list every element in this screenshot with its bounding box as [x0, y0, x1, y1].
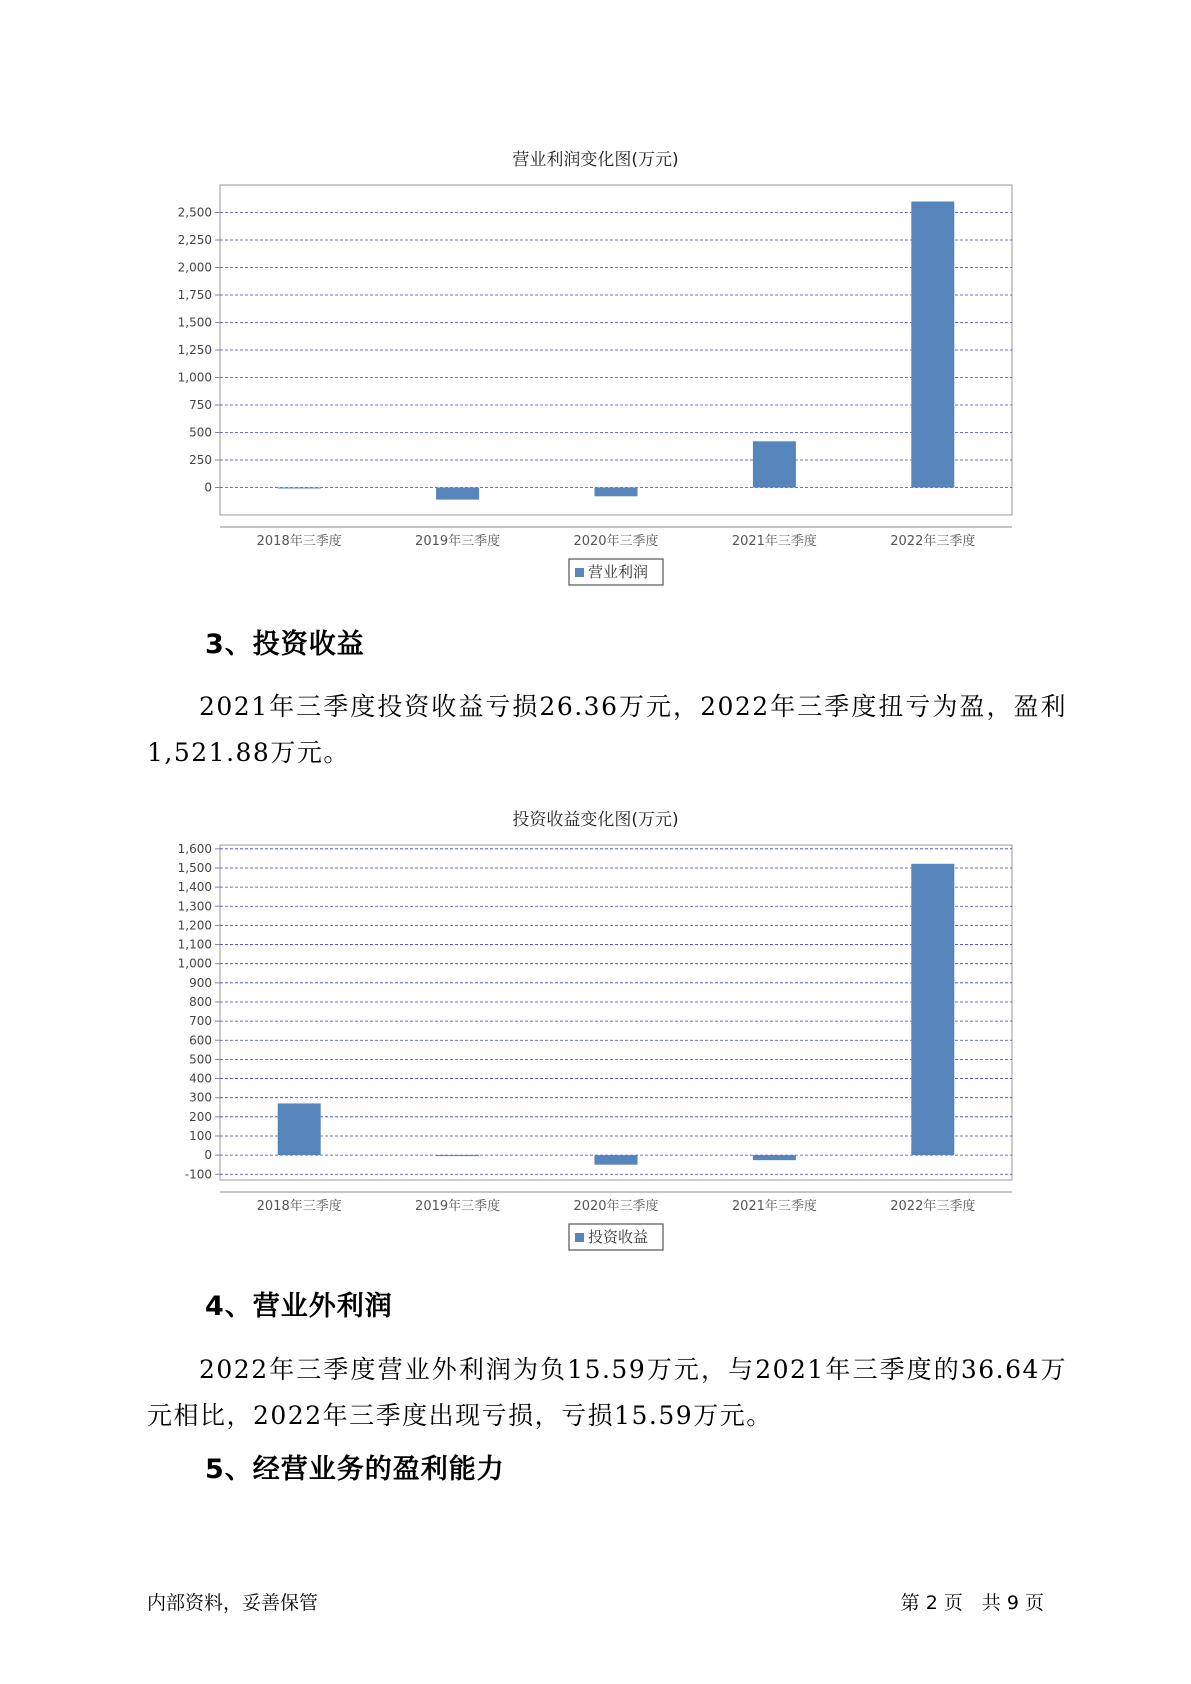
- chart1-bar: [911, 202, 954, 488]
- chart1-title: 营业利润变化图(万元): [512, 150, 679, 170]
- chart2-y-tick-label: 1,000: [177, 956, 212, 971]
- chart1-x-tick-label: 2020年三季度: [573, 534, 659, 549]
- chart2-bar: [436, 1155, 479, 1156]
- chart1-y-tick-label: 2,000: [177, 260, 212, 275]
- investment-income-chart: [0, 830, 1191, 1260]
- chart1-x-tick-label: 2018年三季度: [256, 534, 342, 549]
- chart2-bar: [278, 1103, 321, 1155]
- chart2-y-tick-label: 700: [189, 1014, 212, 1029]
- chart2-x-tick-label: 2018年三季度: [256, 1199, 342, 1214]
- chart1-y-tick-label: 750: [189, 398, 212, 412]
- chart2-y-tick-label: 500: [189, 1052, 212, 1067]
- operating-profit-chart: [0, 170, 1191, 610]
- chart2-y-tick-label: 900: [189, 975, 212, 990]
- chart1-bar: [278, 488, 321, 489]
- chart1-y-tick-label: 1,000: [177, 370, 212, 385]
- chart1-y-tick-label: 1,500: [177, 315, 212, 330]
- footer-page-number: 第 2 页 共 9 页: [900, 1592, 1044, 1614]
- chart2-x-tick-label: 2021年三季度: [731, 1199, 817, 1214]
- chart1-x-tick-label: 2021年三季度: [731, 534, 817, 549]
- chart1-x-tick-label: 2019年三季度: [415, 534, 501, 549]
- chart2-y-tick-label: 300: [189, 1090, 212, 1105]
- chart2-y-tick-label: 200: [189, 1109, 212, 1124]
- chart2-bar: [753, 1155, 796, 1160]
- chart1-y-tick-label: 250: [189, 453, 212, 467]
- chart2-y-tick-label: -100: [184, 1167, 212, 1182]
- chart1-y-tick-label: 1,750: [177, 288, 212, 302]
- chart2-x-tick-label: 2019年三季度: [415, 1199, 501, 1214]
- chart2-plot-area: [220, 845, 1012, 1180]
- chart2-title: 投资收益变化图(万元): [512, 810, 679, 830]
- footer-confidential-note: 内部资料，妥善保管: [147, 1592, 319, 1614]
- chart1-x-tick-label: 2022年三季度: [890, 534, 976, 549]
- chart2-bar: [595, 1155, 638, 1165]
- chart1-y-tick-label: 500: [189, 425, 212, 440]
- chart2-y-tick-label: 1,300: [177, 899, 212, 914]
- chart2-x-tick-label: 2020年三季度: [573, 1199, 659, 1214]
- chart2-y-tick-label: 100: [189, 1128, 212, 1143]
- chart1-y-tick-label: 2,500: [177, 205, 212, 220]
- chart1-legend-swatch: [575, 568, 584, 577]
- chart1-bar: [753, 441, 796, 487]
- chart2-y-tick-label: 800: [189, 994, 212, 1009]
- paragraph-non-operating-profit: 2022年三季度营业外利润为负15.59万元，与2021年三季度的36.64万元相比，2022年三季度出现亏损，亏损15.59万元。: [147, 1355, 1067, 1430]
- chart2-y-tick-label: 1,400: [177, 880, 212, 895]
- chart2-x-tick-label: 2022年三季度: [890, 1199, 976, 1214]
- chart1-legend-label: 营业利润: [588, 563, 649, 581]
- chart2-y-tick-label: 1,600: [177, 841, 212, 856]
- chart2-bar: [911, 864, 954, 1155]
- chart1-y-tick-label: 0: [204, 480, 212, 495]
- chart1-bar: [436, 488, 479, 500]
- section-heading-investment-income: 3、投资收益: [205, 629, 365, 660]
- section-heading-non-operating-profit: 4、营业外利润: [205, 1291, 393, 1322]
- chart1-y-tick-label: 2,250: [177, 233, 212, 247]
- chart2-y-tick-label: 0: [204, 1148, 212, 1163]
- paragraph-investment-income: 2021年三季度投资收益亏损26.36万元，2022年三季度扭亏为盈，盈利1,521.88万元。: [147, 692, 1067, 767]
- chart2-y-tick-label: 1,100: [177, 937, 212, 952]
- chart2-y-tick-label: 400: [189, 1071, 212, 1086]
- chart2-y-tick-label: 1,200: [177, 918, 212, 933]
- chart2-y-tick-label: 1,500: [177, 860, 212, 875]
- chart1-bar: [595, 488, 638, 497]
- chart1-y-tick-label: 1,250: [177, 343, 212, 357]
- chart2-legend-label: 投资收益: [588, 1228, 649, 1246]
- chart2-legend-swatch: [575, 1233, 584, 1242]
- chart2-y-tick-label: 600: [189, 1033, 212, 1048]
- section-heading-business-profitability: 5、经营业务的盈利能力: [205, 1454, 505, 1485]
